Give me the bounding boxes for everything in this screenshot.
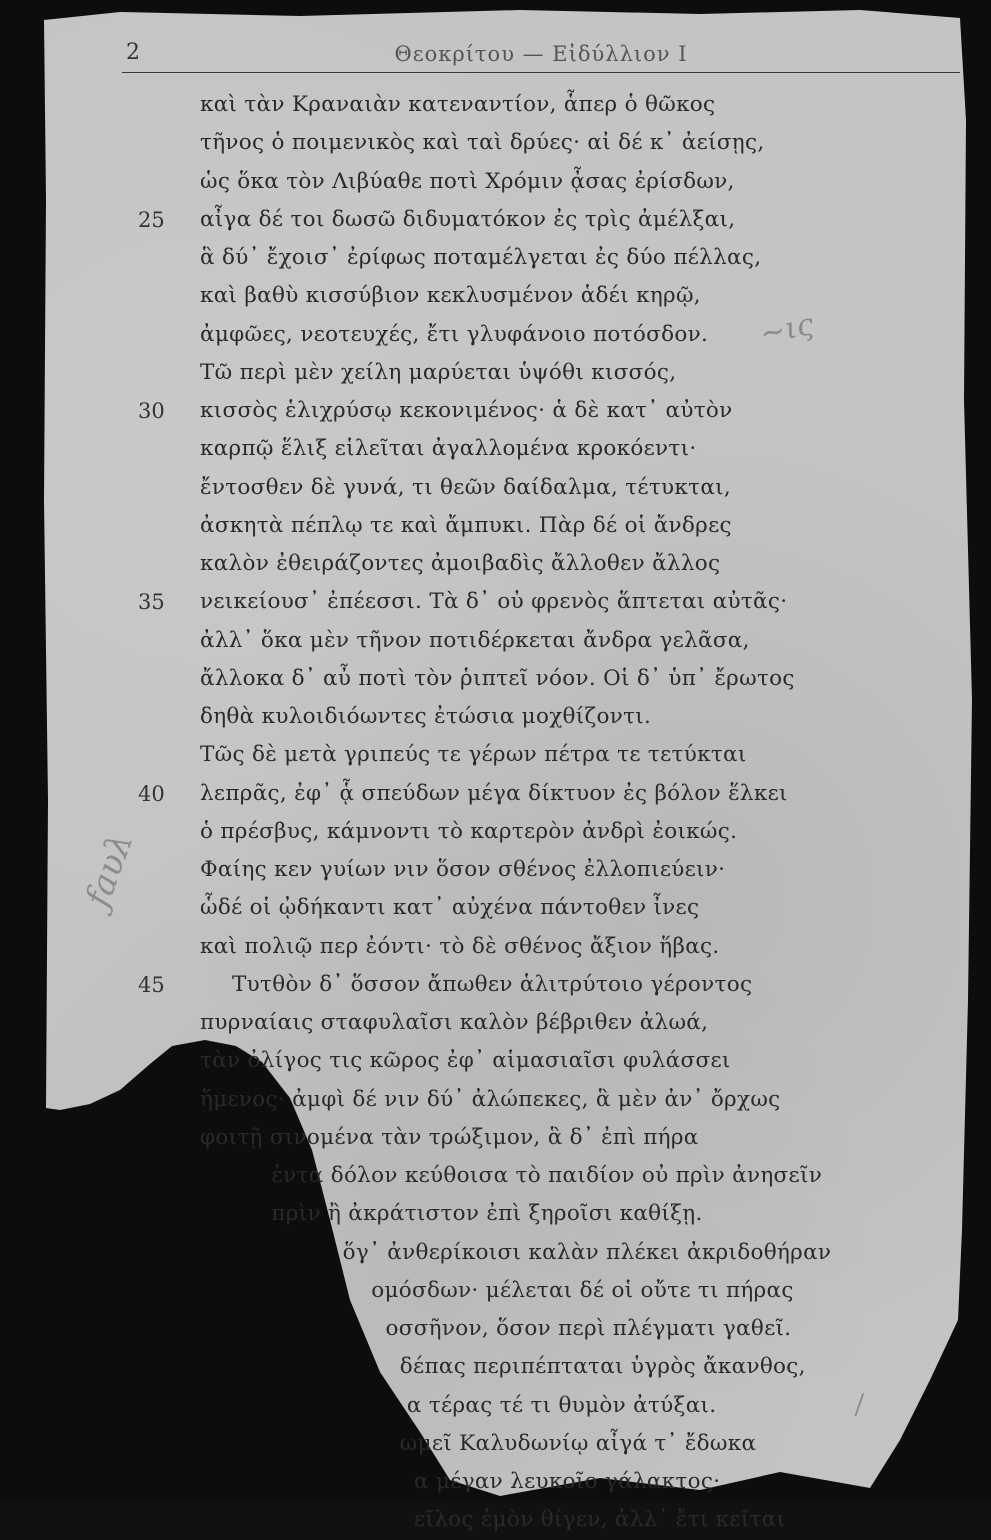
line-text: καὶ πολιῷ περ ἐόντι· τὸ δὲ σθένος ἄξιον ἥβας.: [200, 933, 720, 959]
line-text: ὧδέ οἱ ᾠδήκαντι κατ᾽ αὐχένα πάντοθεν ἶνες: [200, 895, 700, 921]
line-text: ἀσκητὰ πέπλῳ τε καὶ ἄμπυκι. Πὰρ δέ οἱ ἄνδρες: [200, 512, 732, 538]
poem-line: [0, 1234, 991, 1272]
poem-line: [0, 277, 991, 315]
line-text: εῖλος ἐμὸν θίγεν, ἀλλ᾽ ἔτι κεῖται: [200, 1507, 786, 1533]
poem-line: [0, 86, 991, 124]
poem-line: [0, 507, 991, 545]
poem-line: [0, 1463, 991, 1501]
line-text: οσσῆνον, ὅσον περὶ πλέγματι γαθεῖ.: [200, 1316, 792, 1341]
page-header: [122, 36, 960, 70]
line-text: Τυτθὸν δ᾽ ὅσσον ἄπωθεν ἁλιτρύτοιο γέροντος: [232, 971, 753, 997]
running-title: Θεοκρίτου — Εἰδύλλιον Ι: [394, 42, 688, 66]
poem-line: [0, 1310, 991, 1348]
line-text: νεικείουσ᾽ ἐπέεσσι. Τὰ δ᾽ οὐ φρενὸς ἅπτεται αὐτᾶς·: [200, 589, 788, 615]
line-text: καὶ τὰν Κραναιὰν κατεναντίον, ἇπερ ὁ θῶκος: [200, 92, 716, 117]
line-text: ἥμενος· ἀμφὶ δέ νιν δύ᾽ ἀλώπεκες, ἃ μὲν ἀν᾽ ὄρχως: [200, 1086, 781, 1112]
line-text: αἶγα δέ τοι δωσῶ διδυματόκον ἐς τρὶς ἀμέλξαι,: [200, 206, 736, 232]
poem-line: [0, 1042, 991, 1080]
poem-line: [0, 1157, 991, 1195]
line-text: πυρναίαις σταφυλαῖσι καλὸν βέβριθεν ἀλωά,: [200, 1010, 709, 1035]
poem-line: [0, 1501, 991, 1539]
line-number: 25: [138, 207, 165, 232]
line-text: Φαίης κεν γυίων νιν ὅσον σθένος ἐλλοπιεύειν·: [200, 857, 726, 882]
line-text: λεπρᾶς, ἐφ᾽ ᾇ σπεύδων μέγα δίκτυον ἐς βόλον ἕλκει: [200, 780, 788, 806]
poem-line: [0, 163, 991, 201]
poem-line: [0, 469, 991, 507]
handwritten-margin-mark: ~ις: [756, 306, 817, 353]
poem-line: [0, 736, 991, 774]
poem-line: [0, 966, 991, 1004]
line-text: καλὸν ἐθειράζοντες ἀμοιβαδὶς ἄλλοθεν ἄλλος: [200, 551, 721, 576]
line-text: κισσὸς ἑλιχρύσῳ κεκονιμένος· ἁ δὲ κατ᾽ αὐτὸν: [200, 398, 733, 423]
poem-line: [0, 1081, 991, 1119]
line-text: ἀλλ᾽ ὅκα μὲν τῆνον ποτιδέρκεται ἄνδρα γελᾶσα,: [200, 627, 750, 653]
line-number: 45: [138, 972, 165, 997]
poem-line: [0, 1004, 991, 1042]
handwritten-margin-mark: ƒaυλ: [77, 827, 142, 913]
poem-line: [0, 124, 991, 162]
poem-line: [0, 1195, 991, 1233]
poem-line: [0, 1425, 991, 1463]
poem-line: [0, 928, 991, 966]
poem-line: [0, 583, 991, 621]
header-rule: [122, 72, 960, 73]
page-number: 2: [126, 40, 140, 65]
line-text: δέπας περιπέπταται ὑγρὸς ἄκανθος,: [200, 1354, 806, 1380]
handwritten-margin-mark: /: [852, 1389, 866, 1421]
line-text: α τέρας τέ τι θυμὸν ἀτύξαι.: [200, 1392, 717, 1418]
line-text: πρὶν ἢ ἀκράτιστον ἐπὶ ξηροῖσι καθίξῃ.: [200, 1201, 703, 1227]
line-text: καρπῷ ἕλιξ εἱλεῖται ἀγαλλομένα κροκόεντι·: [200, 436, 697, 462]
line-text: ἔντοσθεν δὲ γυνά, τι θεῶν δαίδαλμα, τέτυκται,: [200, 474, 732, 500]
poem-line: [0, 1348, 991, 1386]
line-text: φοιτῇ σινομένα τὰν τρώξιμον, ἃ δ᾽ ἐπὶ πήρα: [200, 1124, 699, 1150]
poem-line: [0, 1119, 991, 1157]
poem-line: [0, 316, 991, 354]
line-text: ἐντα δόλον κεύθοισα τὸ παιδίον οὐ πρὶν ἀνησεῖν: [200, 1163, 823, 1188]
poem-line: [0, 698, 991, 736]
line-number: 30: [138, 399, 165, 423]
poem-line: [0, 1387, 991, 1425]
line-text: Τῶ περὶ μὲν χείλη μαρύεται ὑψόθι κισσός,: [200, 359, 677, 385]
poem-line: [0, 545, 991, 583]
line-text: α μέγαν λευκοῖο γάλακτος·: [200, 1469, 721, 1494]
line-text: τῆνος ὁ ποιμενικὸς καὶ ταὶ δρύες· αἰ δέ κ᾽ ἀείσῃς,: [200, 130, 765, 156]
line-text: δηθὰ κυλοιδιόωντες ἐτώσια μοχθίζοντι.: [200, 704, 652, 729]
line-text: ἀμφῶες, νεοτευχές, ἔτι γλυφάνοιο ποτόσδον.: [200, 321, 709, 347]
line-text: ὡς ὅκα τὸν Λιβύαθε ποτὶ Χρόμιν ᾆσας ἐρίσδων,: [200, 168, 735, 194]
poem-line: [0, 622, 991, 660]
line-text: ἃ δύ᾽ ἔχοισ᾽ ἐρίφως ποταμέλγεται ἐς δύο πέλλας,: [200, 245, 762, 270]
poem-line: [0, 239, 991, 277]
line-text: ἄλλοκα δ᾽ αὖ ποτὶ τὸν ῥιπτεῖ νόον. Οἱ δ᾽ ὑπ᾽ ἔρωτος: [200, 665, 795, 691]
poem-line: [0, 813, 991, 851]
line-number: 35: [138, 590, 165, 615]
poem-line: [0, 660, 991, 698]
poem-line: [0, 1272, 991, 1310]
line-text: τὰν ὀλίγος τις κῶρος ἐφ᾽ αἱμασιαῖσι φυλάσσει: [200, 1048, 731, 1074]
poem-line: [0, 201, 991, 239]
line-text: ομόσδων· μέλεται δέ οἱ οὔτε τι πήρας: [200, 1277, 794, 1303]
poem-line: [0, 354, 991, 392]
poem-line: [0, 430, 991, 468]
poem-line: [0, 392, 991, 430]
line-text: Τῶς δὲ μετὰ γριπεύς τε γέρων πέτρα τε τετύκται: [200, 742, 747, 768]
line-number: 40: [138, 781, 165, 806]
poem-line: [0, 775, 991, 813]
line-text: καὶ βαθὺ κισσύβιον κεκλυσμένον ἁδέι κηρῷ,: [200, 283, 701, 309]
line-text: ὅγ᾽ ἀνθερίκοισι καλὰν πλέκει ἀκριδοθήραν: [200, 1239, 832, 1265]
poem-lines: [0, 86, 991, 1540]
poem-line: [0, 851, 991, 889]
poem-line: [0, 889, 991, 927]
line-text: ὁ πρέσβυς, κάμνοντι τὸ καρτερὸν ἀνδρὶ ἐοικώς.: [200, 818, 738, 844]
line-text: ωμεῖ Καλυδωνίῳ αἶγά τ᾽ ἔδωκα: [200, 1430, 757, 1456]
